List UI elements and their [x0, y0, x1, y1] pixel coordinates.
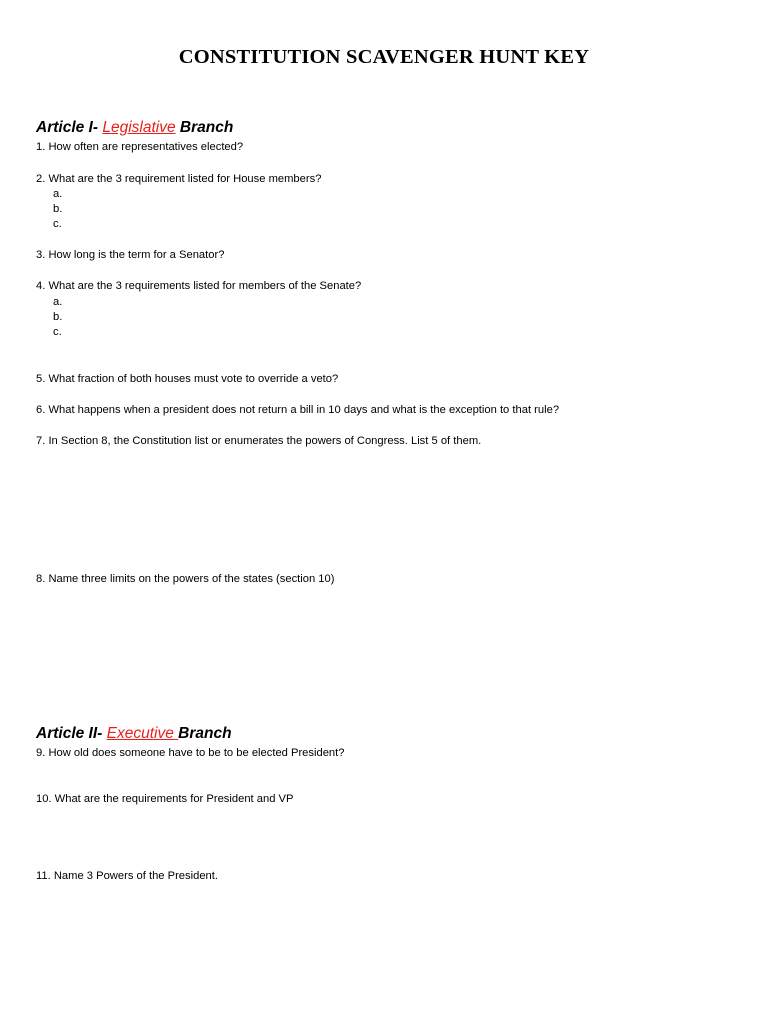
- question-4-item-a: a.: [53, 296, 63, 308]
- question-1: 1. How often are representatives elected?: [36, 141, 244, 153]
- page-title: CONSTITUTION SCAVENGER HUNT KEY: [178, 46, 590, 68]
- question-5: 5. What fraction of both houses must vote to override a veto?: [36, 373, 339, 385]
- question-11: 11. Name 3 Powers of the President.: [36, 870, 218, 882]
- article-2-heading: [36, 725, 232, 743]
- article-1-suffix: Branch: [175, 119, 234, 136]
- question-7: 7. In Section 8, the Constitution list or enumerates the powers of Congress. List 5 of them.: [36, 435, 482, 447]
- question-4-item-b: b.: [53, 311, 63, 323]
- question-4-item-c: c.: [53, 326, 62, 338]
- question-2-item-a: a.: [53, 188, 63, 200]
- question-2-item-c: c.: [53, 218, 62, 230]
- question-6: 6. What happens when a president does not return a bill in 10 days and what is the exception to that rule?: [36, 404, 560, 416]
- question-9: 9. How old does someone have to be to be elected President?: [36, 747, 345, 759]
- question-3: 3. How long is the term for a Senator?: [36, 249, 225, 261]
- article-1-prefix: Article I-: [36, 119, 103, 136]
- question-4: 4. What are the 3 requirements listed for members of the Senate?: [36, 280, 362, 292]
- question-8: 8. Name three limits on the powers of the states (section 10): [36, 573, 335, 585]
- question-10: 10. What are the requirements for President and VP: [36, 793, 294, 805]
- article-1-heading: [36, 119, 233, 137]
- article-2-suffix: Branch: [178, 725, 232, 742]
- article-1-highlight: Legislative: [102, 119, 176, 136]
- article-2-prefix: Article II-: [36, 725, 107, 742]
- question-2-item-b: b.: [53, 203, 63, 215]
- question-2: 2. What are the 3 requirement listed for House members?: [36, 173, 322, 185]
- article-2-highlight: Executive: [106, 725, 179, 742]
